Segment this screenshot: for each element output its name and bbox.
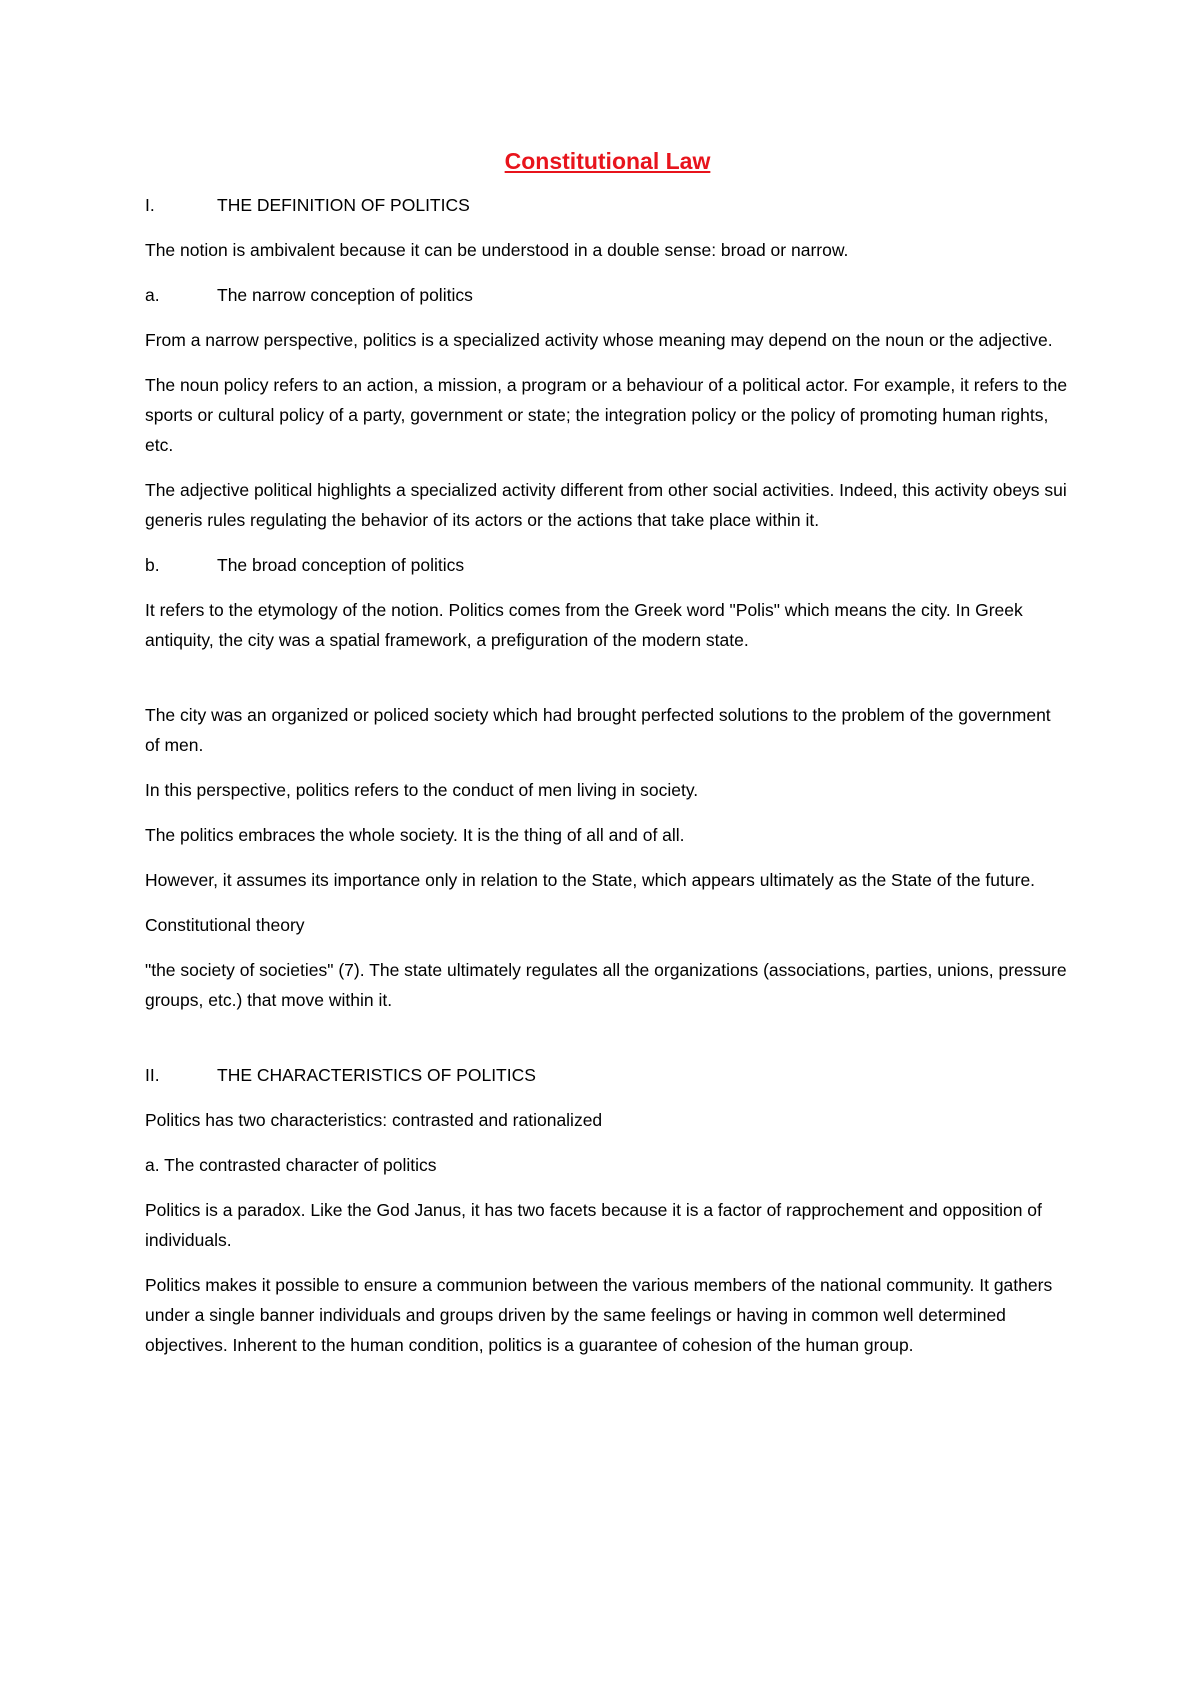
subsection-title: The broad conception of politics (217, 555, 465, 575)
paragraph: Politics is a paradox. Like the God Janus, it has two facets because it is a factor of rapprochement and opposition of individuals. (145, 1200, 1042, 1250)
paragraph: Constitutional theory (145, 915, 305, 935)
section-title: THE DEFINITION OF POLITICS (217, 195, 470, 215)
paragraph: "the society of societies" (7). The state ultimately regulates all the organizations (associations, parties, unions, pressure groups, etc.) that move within it. (145, 960, 1067, 1010)
document-title: Constitutional Law (504, 148, 711, 174)
section-number: I. (145, 195, 155, 215)
paragraph: The politics embraces the whole society. It is the thing of all and of all. (145, 825, 685, 845)
section-title: THE CHARACTERISTICS OF POLITICS (217, 1065, 536, 1085)
paragraph: Politics makes it possible to ensure a communion between the various members of the national community. It gathers under a single banner individuals and groups driven by the same feelings or having in common well determined objectives. Inherent to the human condition, politics is a guarantee of cohesion of the human group. (145, 1275, 1053, 1355)
subsection-heading-a (145, 280, 1070, 310)
paragraph: In this perspective, politics refers to the conduct of men living in society. (145, 780, 699, 800)
subsection-number: a. (145, 285, 160, 305)
section-number: II. (145, 1065, 160, 1085)
paragraph: The noun policy refers to an action, a mission, a program or a behaviour of a political actor. For example, it refers to the sports or cultural policy of a party, government or state; the integration policy or the policy of promoting human rights, etc. (145, 375, 1068, 455)
paragraph: However, it assumes its importance only in relation to the State, which appears ultimately as the State of the future. (145, 870, 1036, 890)
blank-line (145, 1030, 1070, 1060)
paragraph: The notion is ambivalent because it can be understood in a double sense: broad or narrow. (145, 240, 849, 260)
paragraph: Politics has two characteristics: contrasted and rationalized (145, 1110, 603, 1130)
paragraph: From a narrow perspective, politics is a specialized activity whose meaning may depend on the noun or the adjective. (145, 330, 1053, 350)
section-heading-1 (145, 190, 1070, 220)
paragraph: The adjective political highlights a specialized activity different from other social activities. Indeed, this activity obeys sui generis rules regulating the behavior of its actors or the actions that take place within it. (145, 480, 1067, 530)
blank-line (145, 670, 1070, 700)
paragraph: The city was an organized or policed society which had brought perfected solutions to the problem of the government of men. (145, 705, 1051, 755)
paragraph: It refers to the etymology of the notion. Politics comes from the Greek word "Polis" which means the city. In Greek antiquity, the city was a spatial framework, a prefiguration of the modern state. (145, 600, 1023, 650)
subsection-number: b. (145, 555, 160, 575)
document-body (145, 146, 1070, 1375)
subsection-title: a. The contrasted character of politics (145, 1155, 437, 1175)
section-heading-2 (145, 1060, 1070, 1090)
subsection-title: The narrow conception of politics (217, 285, 473, 305)
subsection-heading-b (145, 550, 1070, 580)
